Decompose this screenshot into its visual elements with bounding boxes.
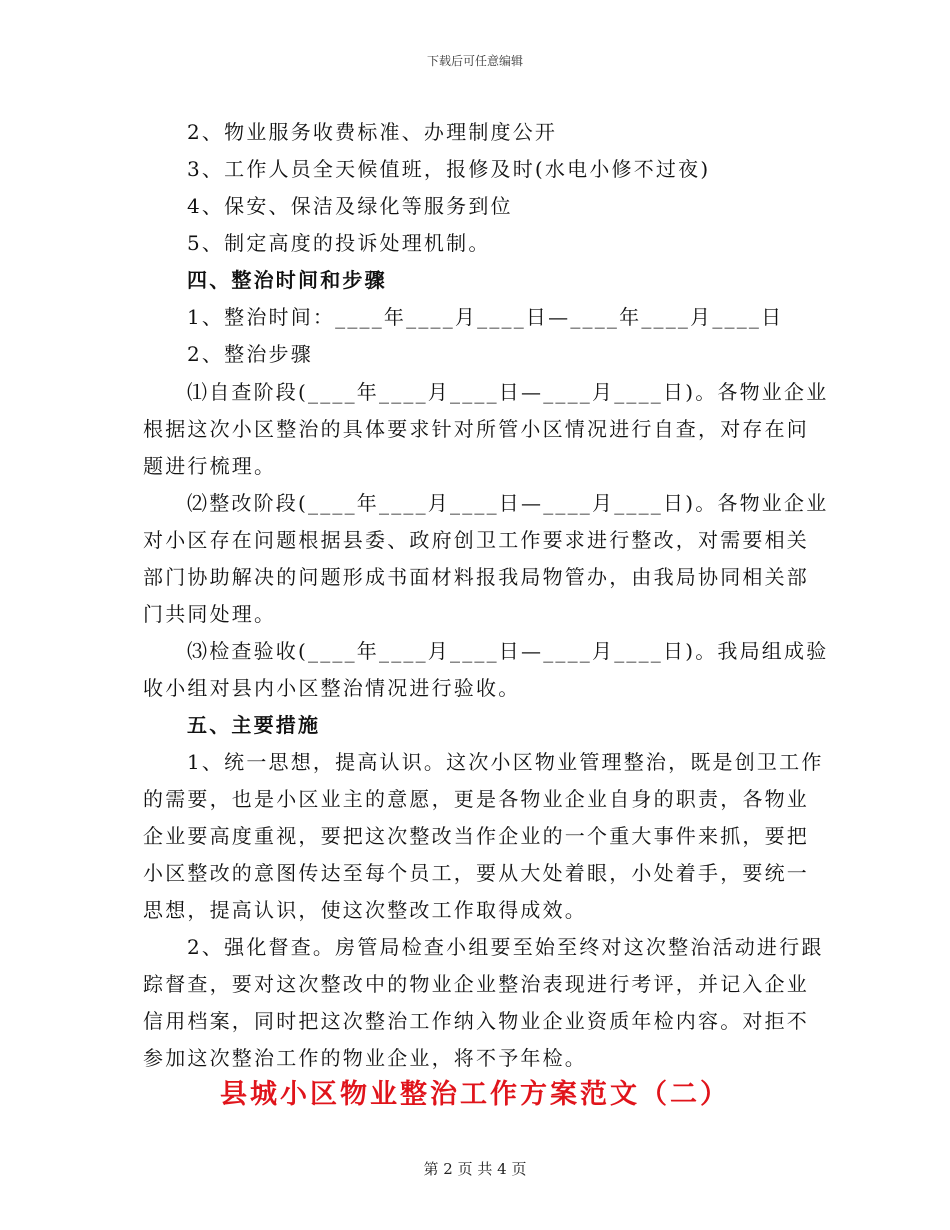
section-heading: 五、主要措施 [187,713,321,737]
paragraph-line: 踪督查，要对这次整改中的物业企业整治表现进行考评，并记入企业 [143,972,809,996]
paragraph-line: 部门协助解决的问题形成书面材料报我局物管办，由我局协同相关部 [143,565,809,589]
list-item: 3、工作人员全天候值班，报修及时(水电小修不过夜) [187,157,711,181]
paragraph-line: ⑵整改阶段(____年____月____日—____月____日)。各物业企业 [187,491,829,515]
paragraph-line: 思想，提高认识，使这次整改工作取得成效。 [143,898,587,922]
paragraph-line: 参加这次整治工作的物业企业，将不予年检。 [143,1046,587,1070]
list-item: 1、整治时间：____年____月____日—____年____月____日 [187,305,784,329]
paragraph-line: ⑴自查阶段(____年____月____日—____月____日)。各物业企业 [187,380,829,404]
paragraph-line: 的需要，也是小区业主的意愿，更是各物业企业自身的职责，各物业 [143,787,809,811]
paragraph-line: 小区整改的意图传达至每个员工，要从大处着眼，小处着手，要统一 [143,861,809,885]
list-item: 2、物业服务收费标准、办理制度公开 [187,120,558,144]
page-header: 下载后可任意编辑 [426,54,523,68]
page-footer: 第 2 页 共 4 页 [423,1160,527,1178]
list-item: 5、制定高度的投诉处理机制。 [187,231,491,255]
paragraph-line: 信用档案，同时把这次整治工作纳入物业企业资质年检内容。对拒不 [143,1009,809,1033]
list-item: 4、保安、保洁及绿化等服务到位 [187,194,513,218]
paragraph-line: 2、强化督查。房管局检查小组要至始至终对这次整治活动进行跟 [187,935,824,959]
section-heading: 四、整治时间和步骤 [187,268,387,292]
paragraph-line: 对小区存在问题根据县委、政府创卫工作要求进行整改，对需要相关 [143,528,809,552]
paragraph-line: 根据这次小区整治的具体要求针对所管小区情况进行自查，对存在问 [143,417,809,441]
section-title: 县城小区物业整治工作方案范文（二） [220,1079,730,1110]
list-item: 2、整治步骤 [187,342,313,366]
paragraph-line: 企业要高度重视，要把这次整改当作企业的一个重大事件来抓，要把 [143,824,809,848]
paragraph-line: 收小组对县内小区整治情况进行验收。 [143,676,521,700]
paragraph-line: 1、统一思想，提高认识。这次小区物业管理整治，既是创卫工作 [187,750,824,774]
paragraph-line: 题进行梳理。 [143,454,277,478]
paragraph-line: ⑶检查验收(____年____月____日—____月____日)。我局组成验 [187,639,829,663]
paragraph-line: 门共同处理。 [143,602,277,626]
